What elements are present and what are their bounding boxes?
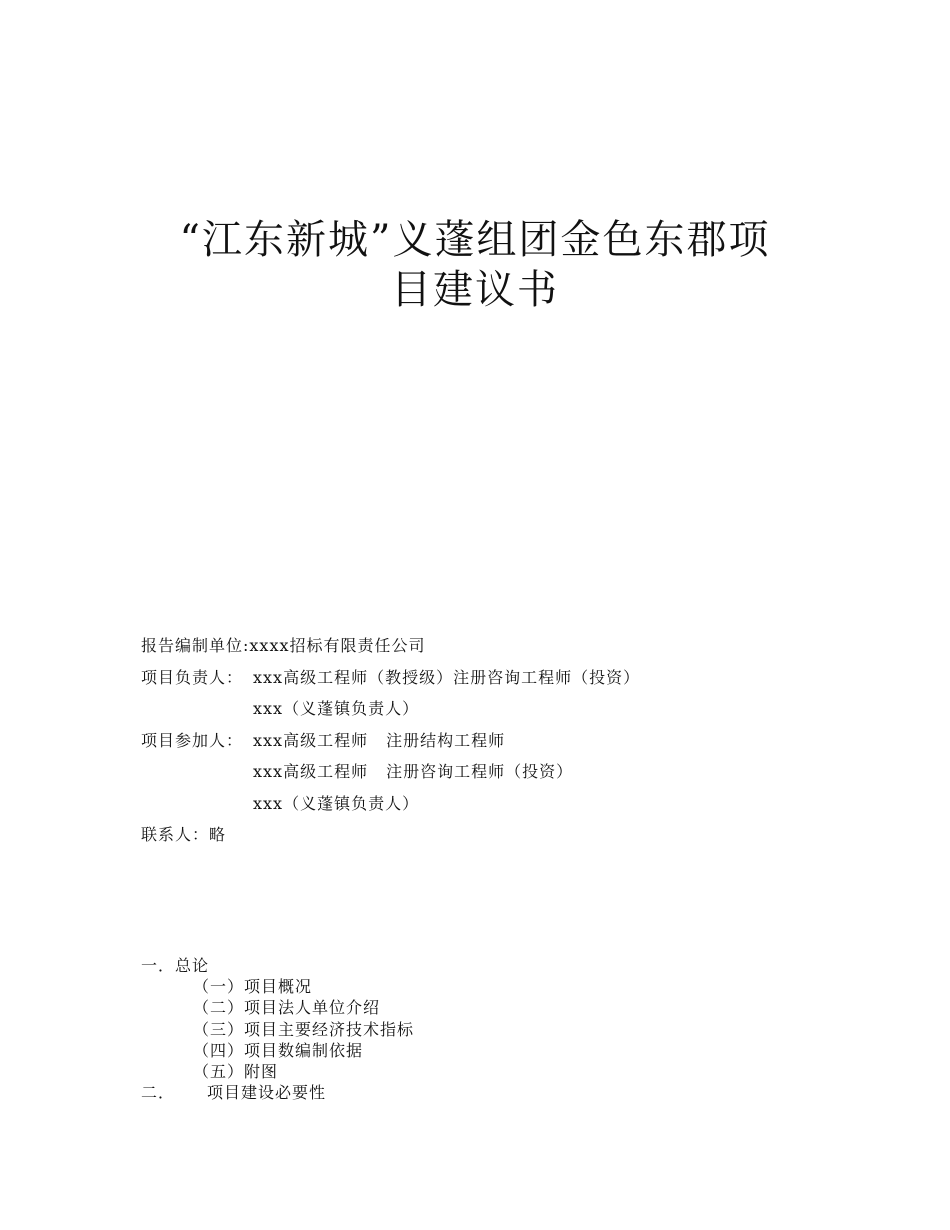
toc-section-2 xyxy=(141,1082,414,1103)
contact-value: 略 xyxy=(209,825,227,844)
toc-section-2-title: 项目建设必要性 xyxy=(207,1083,327,1103)
unit-label: 报告编制单位: xyxy=(141,636,250,655)
report-info xyxy=(141,634,640,855)
participant-row-2 xyxy=(141,760,640,792)
participant-1-cert: 注册结构工程师 xyxy=(386,730,506,750)
unit-value: xxxx招标有限责任公司 xyxy=(249,636,426,655)
leader-row xyxy=(141,666,640,698)
participant-1-title: xxx高级工程师 xyxy=(253,730,369,750)
leader-1: xxx高级工程师（教授级）注册咨询工程师（投资） xyxy=(253,667,641,687)
participant-2-cert: 注册咨询工程师（投资） xyxy=(386,762,574,781)
toc-item: （四）项目数编制依据 xyxy=(193,1040,364,1060)
toc-section-1: 一．总论 xyxy=(141,956,210,975)
participant-row xyxy=(141,729,640,761)
toc-item: （五）附图 xyxy=(193,1061,279,1081)
participant-row-3 xyxy=(141,792,640,824)
toc-item: （一）项目概况 xyxy=(193,977,313,997)
leader-row-2 xyxy=(141,697,640,729)
contact-label: 联系人： xyxy=(141,825,210,844)
toc-item: （二）项目法人单位介绍 xyxy=(193,998,381,1018)
leader-label: 项目负责人： xyxy=(141,667,244,687)
table-of-contents xyxy=(141,955,414,1103)
participant-2-title: xxx高级工程师 xyxy=(253,762,369,781)
toc-item: （三）项目主要经济技术指标 xyxy=(193,1019,415,1039)
document-title xyxy=(0,215,950,315)
participants-label: 项目参加人： xyxy=(141,730,244,750)
contact-row xyxy=(141,823,640,855)
participant-3: xxx（义蓬镇负责人） xyxy=(253,793,420,813)
title-line-1: “江东新城”义蓬组团金色东郡项 xyxy=(179,217,771,263)
title-line-2: 目建议书 xyxy=(391,267,559,313)
toc-section-2-number: 二． xyxy=(141,1083,176,1103)
unit-row xyxy=(141,634,640,666)
leader-2: xxx（义蓬镇负责人） xyxy=(253,699,420,718)
